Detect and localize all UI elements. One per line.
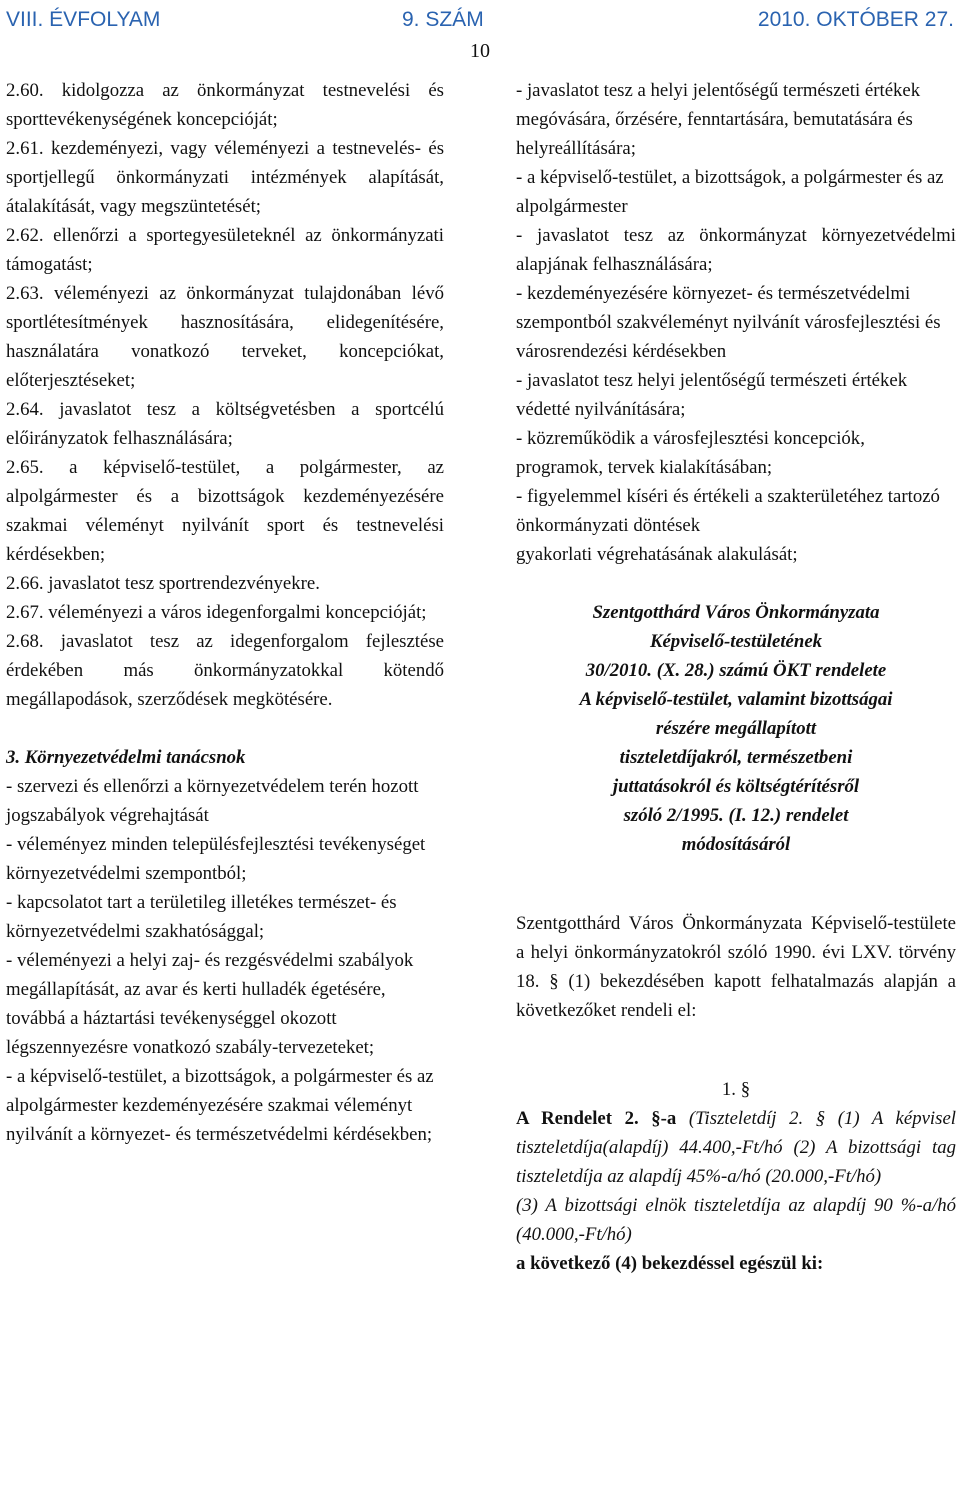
list-item: - javaslatot tesz az önkormányzat környezetvédelmi alapjának felhasználására; — [516, 225, 956, 275]
list-item: - javaslatot tesz helyi jelentőségű természeti értékek védetté nyilvánítására; — [516, 370, 908, 420]
page-number: 10 — [470, 40, 490, 62]
list-item: 2.66. javaslatot tesz sportrendezvényekre. — [6, 573, 320, 594]
left-column — [6, 76, 444, 1149]
list-item: - véleményez minden településfejlesztési tevékenységet környezetvédelmi szempontból; — [6, 834, 426, 884]
page-header — [0, 4, 960, 62]
article-body — [516, 1104, 956, 1191]
decree-title-line: módosításáról — [681, 834, 791, 855]
decree-title-line: 30/2010. (X. 28.) számú ÖKT rendelete — [585, 660, 887, 681]
decree-title — [516, 598, 956, 859]
right-column — [516, 76, 956, 1278]
decree-title-line: Szentgotthárd Város Önkormányzata — [592, 602, 880, 623]
decree-title-line: részére megállapított — [655, 718, 817, 739]
section-title: 3. Környezetvédelmi tanácsnok — [6, 747, 246, 768]
decree-title-line: A képviselő-testület, valamint bizottságai — [579, 689, 893, 710]
list-item: gyakorlati végrehatásának alakulását; — [516, 544, 798, 565]
closing-line: a következő (4) bekezdéssel egészül ki: — [516, 1253, 824, 1274]
decree-title-line: juttatásokról és költségtérítésről — [612, 776, 860, 797]
article-text: (Tiszteletdíj 2. § (1) A képvisel tiszteletdíja(alapdíj) 44.400,-Ft/hó (2) A bizottsági tag tiszteletdíja az alapdíj 45%-a/hó (20.000,-Ft/hó) — [516, 1108, 957, 1187]
decree-title-line: Képviselő-testületének — [649, 631, 823, 652]
list-item: - kapcsolatot tart a területileg illetékes természet- és környezetvédelmi szakhatósággal; — [6, 892, 397, 942]
decree-title-line: tiszteletdíjakról, természetbeni — [619, 747, 853, 768]
issue-label: 9. SZÁM — [402, 8, 484, 31]
article-lead: A Rendelet 2. §-a — [516, 1108, 677, 1129]
decree-title-line: szóló 2/1995. (I. 12.) rendelet — [623, 805, 849, 826]
date-label: 2010. OKTÓBER 27. — [757, 8, 954, 31]
volume-label: VIII. ÉVFOLYAM — [6, 8, 161, 31]
list-item: 2.60. kidolgozza az önkormányzat testnevelési és sporttevékenységének koncepcióját; — [6, 80, 444, 130]
list-item: 2.67. véleményezi a város idegenforgalmi koncepcióját; — [6, 602, 427, 623]
list-item: 2.64. javaslatot tesz a költségvetésben a sportcélú előirányzatok felhasználására; — [6, 399, 444, 449]
list-item: 2.62. ellenőrzi a sportegyesületeknél az önkormányzati támogatást; — [6, 225, 444, 275]
list-item: 2.65. a képviselő-testület, a polgármester, az alpolgármester és a bizottságok kezdeményezésére szakmai véleményt nyilvánít sport és testnevelési kérdésekben; — [6, 457, 444, 565]
list-item: - kezdeményezésére környezet- és természetvédelmi szempontból szakvéleményt nyilvánít városfejlesztési és városrendezési kérdésekben — [516, 283, 941, 362]
list-item: - javaslatot tesz a helyi jelentőségű természeti értékek megóvására, őrzésére, fenntartására, bemutatására és helyreállítására; — [516, 80, 921, 159]
list-item: 2.68. javaslatot tesz az idegenforgalom fejlesztése érdekében más önkormányzatokkal kötendő megállapodások, szerződések megkötésére. — [6, 631, 444, 710]
list-item: - a képviselő-testület, a bizottságok, a polgármester és az alpolgármester — [516, 167, 944, 217]
list-item: - szervezi és ellenőrzi a környezetvédelem terén hozott jogszabályok végrehajtását — [6, 776, 419, 826]
article-heading: 1. § — [721, 1079, 751, 1100]
list-item: - a képviselő-testület, a bizottságok, a polgármester és az alpolgármester kezdeményezésére szakmai véleményt nyilvánít a környezet- és természetvédelmi kérdésekben; — [6, 1066, 434, 1145]
list-item: - véleményezi a helyi zaj- és rezgésvédelmi szabályok megállapítását, az avar és kerti hulladék égetésére, továbbá a háztartási tevékenységgel okozott légszennyezésre vonatkozó szabály-tervezeteket; — [6, 950, 414, 1058]
list-item: 2.63. véleményezi az önkormányzat tulajdonában lévő sportlétesítmények hasznosítására, elidegenítésére, használatára vonatkozó terveket, koncepciókat, előterjesztéseket; — [6, 283, 444, 391]
list-item: - figyelemmel kíséri és értékeli a szakterületéhez tartozó önkormányzati döntések — [516, 486, 940, 536]
article-text-2: (3) A bizottsági elnök tiszteletdíja az alapdíj 90 %-a/hó (40.000,-Ft/hó) — [516, 1195, 956, 1245]
preamble: Szentgotthárd Város Önkormányzata Képviselő-testülete a helyi önkormányzatokról szóló 1990. évi LXV. törvény 18. § (1) bekezdésében kapott felhatalmazás alapján a következőket rendeli el: — [516, 913, 956, 1021]
list-item: 2.61. kezdeményezi, vagy véleményezi a testnevelés- és sportjellegű önkormányzati intézmények alapítását, átalakítását, vagy megszüntetését; — [6, 138, 444, 217]
list-item: - közreműködik a városfejlesztési koncepciók, programok, tervek kialakításában; — [516, 428, 865, 478]
